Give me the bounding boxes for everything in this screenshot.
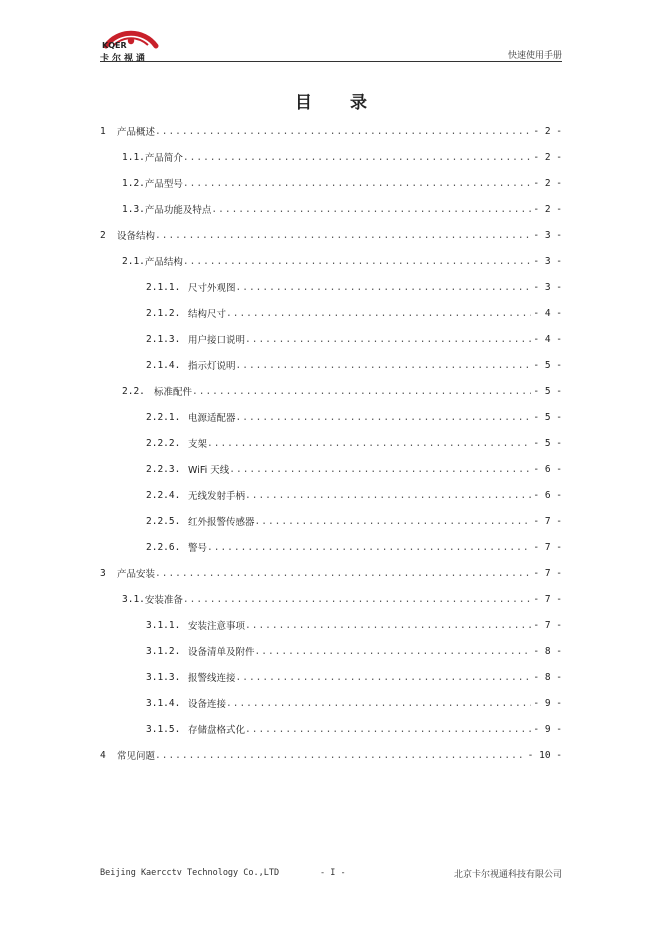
toc-entry-title: 产品简介 xyxy=(144,153,183,164)
toc-entry-title: 常见问题 xyxy=(117,751,156,762)
toc-entry-page: - 2 - xyxy=(533,151,562,163)
toc-entry-title: 报警线连接 xyxy=(188,673,236,684)
table-of-contents xyxy=(100,118,562,768)
toc-entry-page: - 3 - xyxy=(533,229,562,241)
toc-entry-title: 产品型号 xyxy=(144,179,183,190)
toc-entry[interactable] xyxy=(100,690,562,716)
toc-entry[interactable] xyxy=(100,742,562,768)
toc-entry-number: 3.1. xyxy=(122,593,145,605)
toc-entry-title: 结构尺寸 xyxy=(188,309,227,320)
toc-leader-dots xyxy=(236,360,532,371)
toc-entry-title: 支架 xyxy=(188,439,208,450)
toc-entry-number: 2.2.3. xyxy=(146,463,181,475)
toc-entry-title: 存储盘格式化 xyxy=(188,725,246,736)
logo-letters: KQER xyxy=(102,41,127,49)
toc-entry-page: - 5 - xyxy=(533,437,562,449)
footer-page-number: - I - xyxy=(320,868,346,878)
toc-leader-dots xyxy=(207,542,531,553)
toc-entry-page: - 2 - xyxy=(533,177,562,189)
toc-leader-dots xyxy=(155,126,531,137)
toc-leader-dots xyxy=(229,464,531,475)
toc-entry-number: 1.1. xyxy=(122,151,145,163)
toc-leader-dots xyxy=(245,490,531,501)
toc-entry[interactable] xyxy=(100,482,562,508)
toc-entry[interactable] xyxy=(100,586,562,612)
toc-leader-dots xyxy=(183,256,531,267)
toc-entry-number: 2.1. xyxy=(122,255,145,267)
toc-entry-page: - 8 - xyxy=(533,671,562,683)
toc-entry-number: 2.2.4. xyxy=(146,489,181,501)
toc-entry-number: 3.1.4. xyxy=(146,697,181,709)
toc-entry[interactable] xyxy=(100,326,562,352)
toc-entry-number: 3.1.2. xyxy=(146,645,181,657)
toc-entry-page: - 4 - xyxy=(533,333,562,345)
toc-leader-dots xyxy=(226,698,531,709)
toc-entry[interactable] xyxy=(100,716,562,742)
toc-entry-page: - 6 - xyxy=(533,463,562,475)
toc-entry-title: 产品概述 xyxy=(117,127,156,138)
toc-entry-title: WiFi 天线 xyxy=(188,465,230,476)
toc-leader-dots xyxy=(155,568,531,579)
toc-entry-title: 产品安装 xyxy=(117,569,156,580)
toc-leader-dots xyxy=(255,646,532,657)
toc-entry-number: 2.1.4. xyxy=(146,359,181,371)
toc-entry-title: 尺寸外观图 xyxy=(188,283,236,294)
toc-entry-title: 产品结构 xyxy=(144,257,183,268)
toc-entry[interactable] xyxy=(100,430,562,456)
toc-leader-dots xyxy=(245,620,531,631)
toc-entry-number: 3.1.3. xyxy=(146,671,181,683)
toc-entry-title: 设备清单及附件 xyxy=(188,647,255,658)
footer-company-en: Beijing Kaercctv Technology Co.,LTD xyxy=(100,868,280,878)
toc-leader-dots xyxy=(207,438,531,449)
toc-leader-dots xyxy=(192,386,531,397)
toc-entry-number: 2.2. xyxy=(122,385,145,397)
toc-entry-title: 安装注意事项 xyxy=(188,621,246,632)
toc-entry-title: 警号 xyxy=(188,543,208,554)
toc-entry-title: 无线发射手柄 xyxy=(188,491,246,502)
toc-leader-dots xyxy=(226,308,531,319)
toc-entry[interactable] xyxy=(100,378,562,404)
logo-text: 卡尔视通 xyxy=(100,54,149,64)
toc-entry-number: 3 xyxy=(100,567,106,579)
toc-entry-number: 2.2.2. xyxy=(146,437,181,449)
toc-entry-title: 产品功能及特点 xyxy=(144,205,212,216)
header-rule xyxy=(100,61,562,62)
toc-entry[interactable] xyxy=(100,170,562,196)
toc-entry-number: 2.2.5. xyxy=(146,515,181,527)
toc-entry-title: 指示灯说明 xyxy=(188,361,236,372)
toc-entry-page: - 4 - xyxy=(533,307,562,319)
toc-entry-page: - 7 - xyxy=(533,593,562,605)
toc-leader-dots xyxy=(183,594,531,605)
toc-leader-dots xyxy=(255,516,532,527)
toc-entry[interactable] xyxy=(100,508,562,534)
toc-entry-page: - 5 - xyxy=(533,359,562,371)
logo-mark-icon xyxy=(100,27,162,49)
toc-entry-page: - 3 - xyxy=(533,255,562,267)
toc-entry-page: - 2 - xyxy=(533,203,562,215)
toc-leader-dots xyxy=(236,672,532,683)
toc-entry-page: - 6 - xyxy=(533,489,562,501)
toc-entry-number: 1.3. xyxy=(122,203,145,215)
toc-entry-title: 电源适配器 xyxy=(188,413,236,424)
toc-leader-dots xyxy=(155,750,526,761)
toc-entry[interactable] xyxy=(100,534,562,560)
toc-leader-dots xyxy=(236,412,532,423)
toc-entry-title: 设备结构 xyxy=(117,231,156,242)
toc-entry-page: - 7 - xyxy=(533,619,562,631)
toc-entry-title: 标准配件 xyxy=(154,387,193,398)
toc-entry-page: - 3 - xyxy=(533,281,562,293)
header-title: 快速使用手册 xyxy=(507,51,562,61)
toc-entry-title: 红外报警传感器 xyxy=(188,517,255,528)
toc-entry[interactable] xyxy=(100,196,562,222)
toc-entry-number: 2.1.2. xyxy=(146,307,181,319)
toc-entry[interactable] xyxy=(100,560,562,586)
toc-entry-number: 3.1.5. xyxy=(146,723,181,735)
toc-entry[interactable] xyxy=(100,664,562,690)
toc-entry-number: 1 xyxy=(100,125,106,137)
toc-entry-number: 2.2.6. xyxy=(146,541,181,553)
toc-entry[interactable] xyxy=(100,222,562,248)
toc-leader-dots xyxy=(183,152,531,163)
toc-entry-page: - 7 - xyxy=(533,541,562,553)
toc-entry[interactable] xyxy=(100,352,562,378)
toc-entry-page: - 9 - xyxy=(533,697,562,709)
toc-entry-page: - 2 - xyxy=(533,125,562,137)
toc-entry-number: 1.2. xyxy=(122,177,145,189)
toc-leader-dots xyxy=(211,204,531,215)
toc-entry-number: 2.1.1. xyxy=(146,281,181,293)
toc-entry-number: 4 xyxy=(100,749,106,761)
toc-entry-page: - 8 - xyxy=(533,645,562,657)
footer-company-cn: 北京卡尔视通科技有限公司 xyxy=(453,870,562,880)
toc-entry-title: 用户接口说明 xyxy=(188,335,246,346)
toc-entry[interactable] xyxy=(100,456,562,482)
toc-entry-page: - 7 - xyxy=(533,567,562,579)
toc-entry-page: - 7 - xyxy=(533,515,562,527)
toc-entry-page: - 5 - xyxy=(533,385,562,397)
toc-entry-page: - 10 - xyxy=(527,749,562,761)
toc-entry-number: 2 xyxy=(100,229,106,241)
toc-entry-page: - 9 - xyxy=(533,723,562,735)
toc-title: 目 录 xyxy=(295,93,383,113)
toc-entry[interactable] xyxy=(100,612,562,638)
toc-entry[interactable] xyxy=(100,274,562,300)
toc-entry-title: 安装准备 xyxy=(144,595,183,606)
company-logo xyxy=(100,27,162,63)
toc-leader-dots xyxy=(236,282,532,293)
toc-entry-title: 设备连接 xyxy=(188,699,227,710)
toc-entry-number: 2.2.1. xyxy=(146,411,181,423)
toc-entry[interactable] xyxy=(100,144,562,170)
toc-entry-number: 3.1.1. xyxy=(146,619,181,631)
toc-leader-dots xyxy=(245,724,531,735)
toc-leader-dots xyxy=(183,178,531,189)
toc-entry[interactable] xyxy=(100,118,562,144)
toc-leader-dots xyxy=(155,230,531,241)
toc-entry[interactable] xyxy=(100,638,562,664)
toc-entry-page: - 5 - xyxy=(533,411,562,423)
toc-entry-number: 2.1.3. xyxy=(146,333,181,345)
toc-entry[interactable] xyxy=(100,300,562,326)
toc-leader-dots xyxy=(245,334,531,345)
toc-entry[interactable] xyxy=(100,248,562,274)
toc-entry[interactable] xyxy=(100,404,562,430)
